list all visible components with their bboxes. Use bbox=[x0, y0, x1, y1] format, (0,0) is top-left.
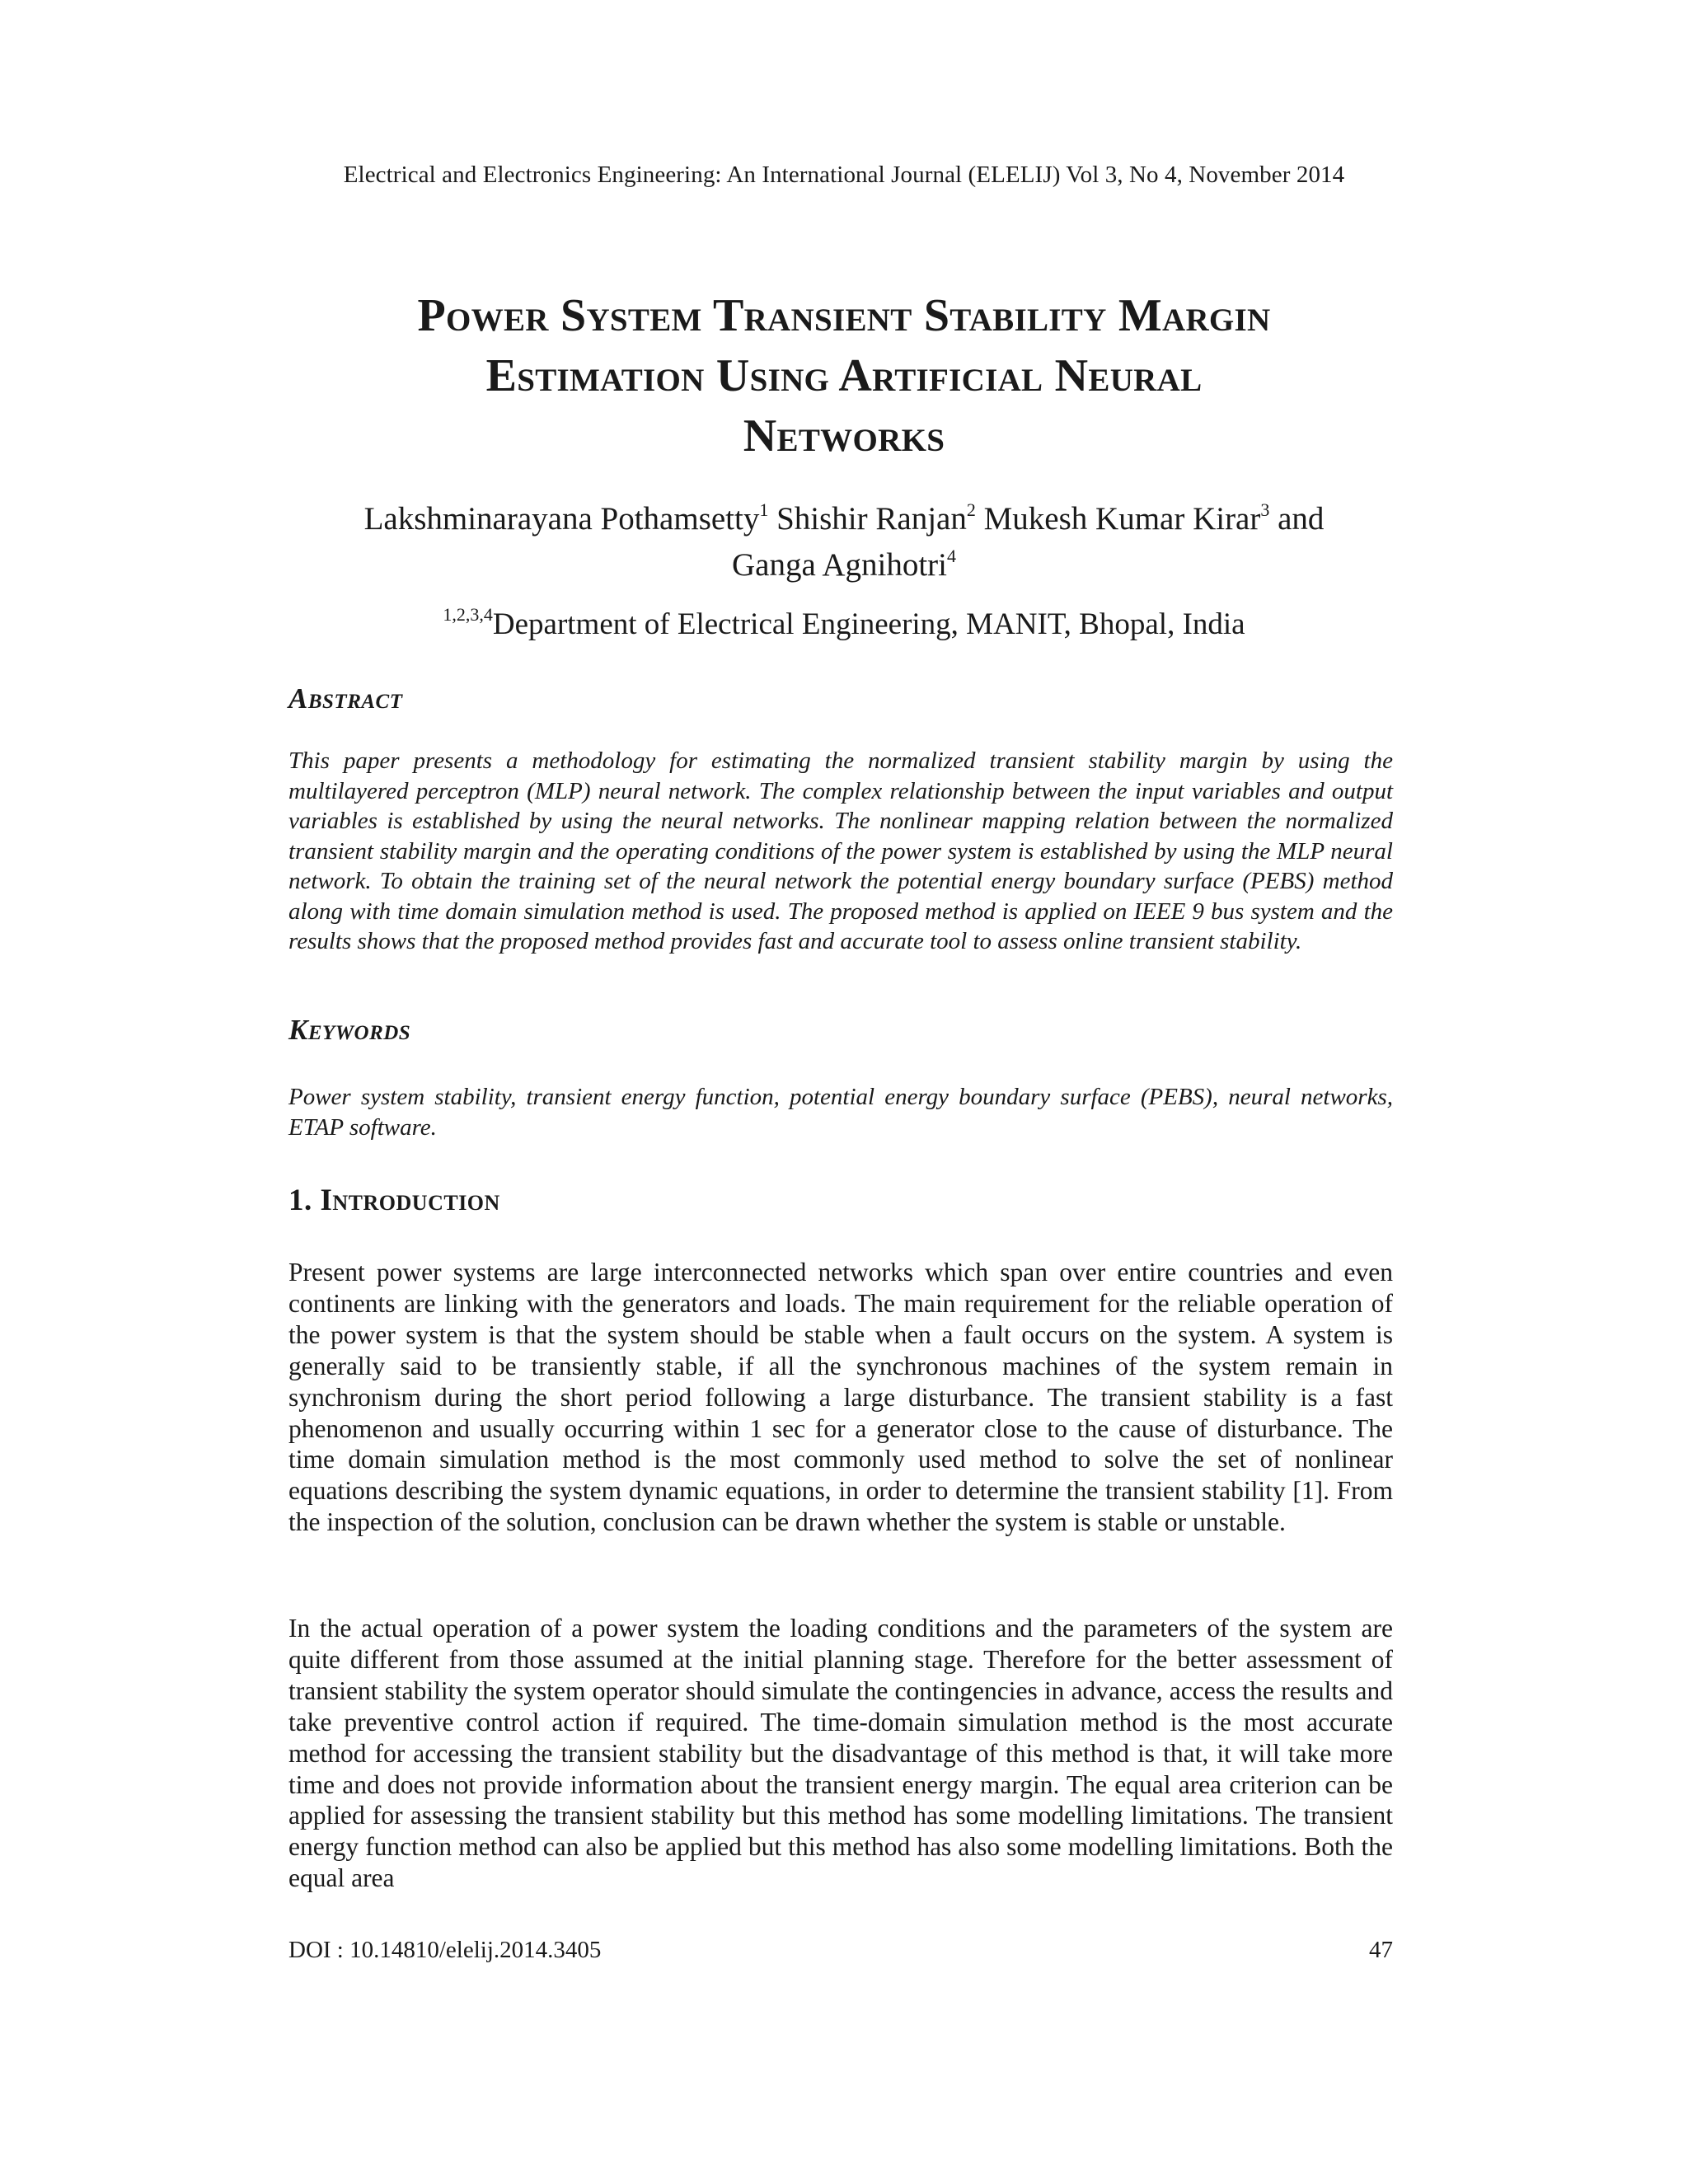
author-conjunction: and bbox=[1269, 501, 1325, 537]
affiliation-text: Department of Electrical Engineering, MANIT, Bhopal, India bbox=[492, 607, 1245, 641]
footer-doi: DOI : 10.14810/elelij.2014.3405 bbox=[288, 1937, 602, 1963]
running-header: Electrical and Electronics Engineering: An International Journal (ELELIJ) Vol 3, No 4, November 2014 bbox=[343, 162, 1345, 188]
title-line-3: Networks bbox=[743, 410, 945, 462]
author-name: Shishir Ranjan bbox=[768, 501, 967, 537]
paper-title bbox=[0, 286, 1688, 466]
authors-line-1 bbox=[0, 491, 1688, 537]
keywords-text: Power system stability, transient energy function, potential energy boundary surface (PEBS), neural networks, ETAP software. bbox=[288, 1084, 1393, 1141]
abstract-text: This paper presents a methodology for estimating the normalized transient stability margin by using the multilayered perceptron (MLP) neural network. The complex relationship between the input variables and output variables is established by using the neural networks. The nonlinear mapping relation between the normalized transient stability margin and the operating conditions of the power system is established by using the MLP neural network. To obtain the training set of the neural network the potential energy boundary surface (PEBS) method along with time domain simulation method is used. The proposed method is applied on IEEE 9 bus system and the results shows that the proposed method provides fast and accurate tool to assess online transient stability. bbox=[288, 748, 1393, 954]
affiliation-superscript: 1,2,3,4 bbox=[443, 604, 493, 625]
author-name: Lakshminarayana Pothamsetty bbox=[363, 501, 760, 537]
author-superscript: 4 bbox=[947, 546, 957, 566]
author-name: Mukesh Kumar Kirar bbox=[975, 501, 1261, 537]
author-superscript: 2 bbox=[966, 499, 976, 520]
title-line-2: Estimation Using Artificial Neural bbox=[485, 350, 1203, 401]
introduction-heading: 1. Introduction bbox=[288, 1183, 500, 1217]
affiliation bbox=[0, 604, 1688, 642]
title-line-1: Power System Transient Stability Margin bbox=[417, 290, 1271, 341]
author-superscript: 3 bbox=[1260, 499, 1270, 520]
author-list bbox=[0, 491, 1688, 583]
author-superscript: 1 bbox=[759, 499, 769, 520]
author-name: Ganga Agnihotri bbox=[731, 547, 948, 583]
keywords-heading: Keywords bbox=[288, 1014, 411, 1046]
abstract-heading: Abstract bbox=[288, 682, 403, 715]
authors-line-2 bbox=[0, 537, 1688, 583]
body-paragraph: In the actual operation of a power system the loading conditions and the parameters of the system are quite different from those assumed at the initial planning stage. Therefore for the better assessment of transient stability the system operator should simulate the contingencies in advance, access the results and take preventive control action if required. The time-domain simulation method is the most accurate method for accessing the transient stability but the disadvantage of this method is that, it will take more time and does not provide information about the transient energy margin. The equal area criterion can be applied for assessing the transient stability but this method has some modelling limitations. The transient energy function method can also be applied but this method has also some modelling limitations. Both the equal area bbox=[288, 1614, 1393, 1893]
page-number: 47 bbox=[1369, 1937, 1393, 1963]
body-paragraph: Present power systems are large interconnected networks which span over entire countries and even continents are linking with the generators and loads. The main requirement for the reliable operation of the power system is that the system should be stable when a fault occurs on the system. A system is generally said to be transiently stable, if all the synchronous machines of the system remain in synchronism during the short period following a large disturbance. The transient stability is a fast phenomenon and usually occurring within 1 sec for a generator close to the cause of disturbance. The time domain simulation method is the most commonly used method to solve the set of nonlinear equations describing the system dynamic equations, in order to determine the transient stability [1]. From the inspection of the solution, conclusion can be drawn whether the system is stable or unstable. bbox=[288, 1258, 1393, 1537]
